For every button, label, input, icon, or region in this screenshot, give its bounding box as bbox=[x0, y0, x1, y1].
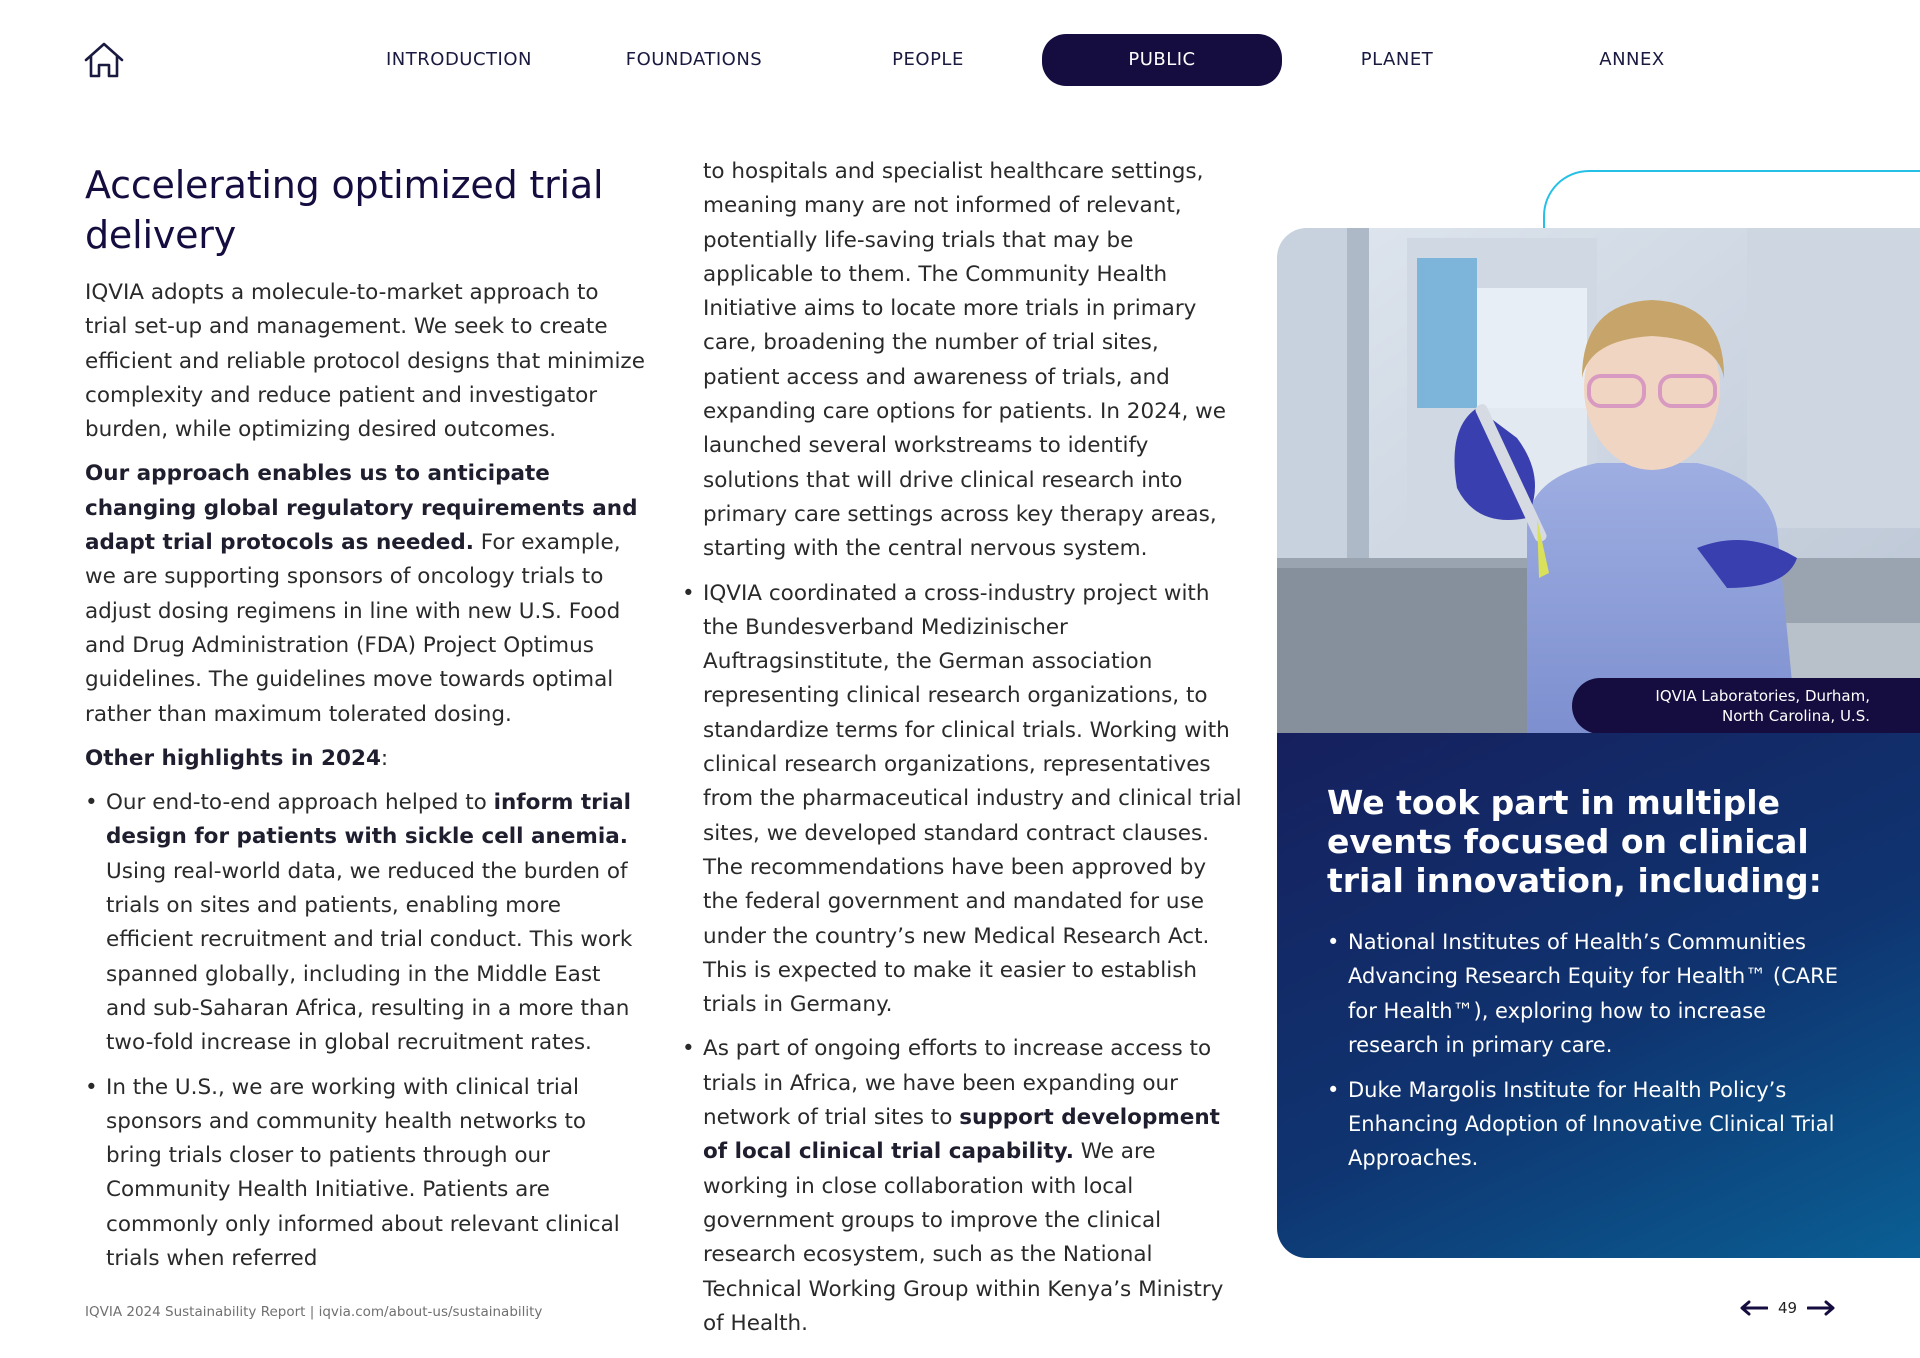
section-heading: Accelerating optimized trial delivery bbox=[85, 163, 604, 257]
lab-photo bbox=[1277, 228, 1920, 733]
list-item: • IQVIA coordinated a cross-industry project with the Bundesverband Medizinischer Auftragsinstitute, the German association representing clinical research organizations, to standardize terms for clinical trials. Working with clinical research organizations, representatives from the pharmaceutical industry and clinical trial sites, we developed standard contract clauses. The recommendations have been approved by the federal government and mandated for use under the country’s new Medical Research Act. This is expected to make it easier to establish trials in Germany. bbox=[682, 577, 1242, 1023]
middle-column bbox=[682, 155, 1242, 1351]
bullet-text: Using real-world data, we reduced the burden of trials on sites and patients, enabling more efficient recruitment and trial conduct. This work spanned globally, including in the Middle East and sub-Saharan Africa, resulting in a more than two-fold increase in global recruitment rates. bbox=[106, 858, 633, 1056]
top-navigation bbox=[0, 0, 1920, 120]
approach-bold: Our approach enables us to anticipate changing global regulatory requirements and adapt trial protocols as needed. bbox=[85, 461, 638, 556]
intro-paragraph: IQVIA adopts a molecule-to-market approach to trial set-up and management. We seek to create efficient and reliable protocol designs that minimize complexity and reduce patient and investigator burden, while optimizing desired outcomes. bbox=[85, 280, 645, 443]
nav-tab-foundations[interactable]: FOUNDATIONS bbox=[625, 49, 763, 70]
bullet-text: As part of ongoing efforts to increase access to trials in Africa, we have been expanding our network of trial sites to bbox=[703, 1036, 1212, 1131]
nav-tab-public[interactable]: PUBLIC bbox=[1042, 34, 1282, 86]
list-item: • Duke Margolis Institute for Health Policy’s Enhancing Adoption of Innovative Clinical Trial Approaches. bbox=[1327, 1073, 1857, 1176]
highlights-list-continued bbox=[682, 577, 1242, 1342]
lab-scene-illustration bbox=[1277, 228, 1920, 733]
bullet-text: Our end-to-end approach helped to bbox=[106, 790, 494, 816]
photo-caption bbox=[1572, 678, 1920, 733]
footer-text[interactable]: IQVIA 2024 Sustainability Report | iqvia.com/about-us/sustainability bbox=[85, 1304, 543, 1320]
list-item: • National Institutes of Health’s Communities Advancing Research Equity for Health™ (CARE for Health™), exploring how to increase research in primary care. bbox=[1327, 925, 1857, 1063]
bullet-text: We are working in close collaboration with local government groups to improve the clinical research ecosystem, such as the National Technical Working Group within Kenya’s Ministry of Health. bbox=[703, 1139, 1224, 1336]
list-item bbox=[85, 786, 645, 1060]
nav-tab-planet[interactable]: PLANET bbox=[1360, 49, 1434, 70]
list-item bbox=[682, 1032, 1242, 1341]
events-panel bbox=[1277, 733, 1920, 1258]
approach-text: For example, we are supporting sponsors of oncology trials to adjust dosing regimens in line with new U.S. Food and Drug Administration (FDA) Project Optimus guidelines. The guidelines move towards optimal rather than maximum tolerated dosing. bbox=[85, 530, 621, 727]
approach-paragraph bbox=[85, 457, 645, 731]
nav-tab-annex[interactable]: ANNEX bbox=[1599, 49, 1665, 70]
highlights-label bbox=[85, 742, 645, 776]
highlights-list bbox=[85, 786, 645, 1276]
bullet-bold: inform trial design for patients with sickle cell anemia. bbox=[106, 790, 632, 850]
page-number: 49 bbox=[1778, 1299, 1798, 1317]
nav-tab-people[interactable]: PEOPLE bbox=[892, 49, 964, 70]
pagination bbox=[1740, 1295, 1835, 1321]
home-icon[interactable] bbox=[82, 40, 126, 80]
left-column bbox=[85, 160, 645, 1286]
list-item: • In the U.S., we are working with clinical trial sponsors and community health networks to bring trials closer to patients through our Community Health Initiative. Patients are commonly only informed about relevant clinical trials when referred bbox=[85, 1071, 645, 1277]
previous-page-arrow-icon[interactable] bbox=[1740, 1300, 1768, 1316]
nav-tab-introduction[interactable]: INTRODUCTION bbox=[386, 49, 532, 70]
caption-line: North Carolina, U.S. bbox=[1721, 707, 1870, 725]
highlights-colon: : bbox=[380, 745, 389, 771]
next-page-arrow-icon[interactable] bbox=[1807, 1300, 1835, 1316]
events-list bbox=[1327, 925, 1857, 1186]
highlights-label-bold: Other highlights in 2024 bbox=[85, 745, 381, 771]
bullet-continuation: to hospitals and specialist healthcare settings, meaning many are not informed of relevant, potentially life-saving trials that may be applicable to them. The Community Health Initiative aims to locate more trials in primary care, broadening the number of trial sites, patient access and awareness of trials, and expanding care options for patients. In 2024, we launched several workstreams to identify solutions that will drive clinical research into primary care settings across key therapy areas, starting with the central nervous system. bbox=[703, 159, 1226, 562]
caption-line: IQVIA Laboratories, Durham, bbox=[1655, 687, 1870, 705]
bullet-bold: support development of local clinical trial capability. bbox=[703, 1105, 1220, 1165]
panel-heading: We took part in multiple events focused on clinical trial innovation, including: bbox=[1327, 783, 1822, 900]
